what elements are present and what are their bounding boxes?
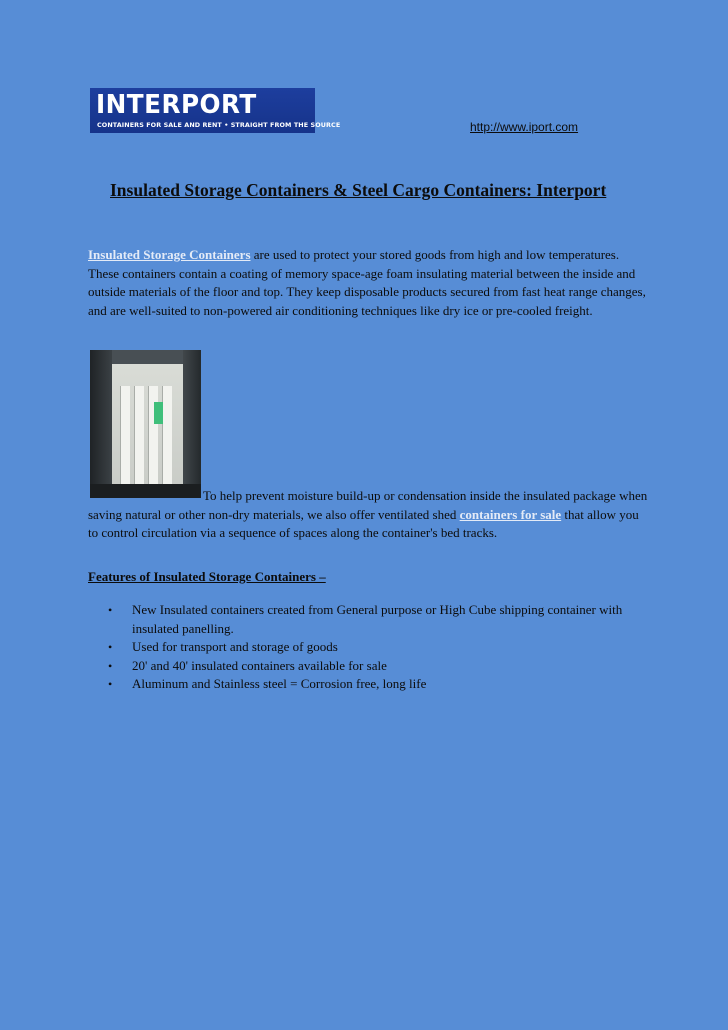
ventilated-paragraph [88,487,648,543]
photo-panel [120,386,130,498]
intro-paragraph [88,246,648,320]
features-heading: Features of Insulated Storage Containers – [88,569,326,584]
insulated-storage-containers-link[interactable]: Insulated Storage Containers [88,247,251,262]
logo-tagline: CONTAINERS FOR SALE AND RENT • STRAIGHT FROM THE SOURCE [97,121,341,129]
list-item-text: 20' and 40' insulated containers available for sale [132,657,387,673]
list-item [88,657,648,676]
features-list [88,601,648,694]
bullet-icon: • [108,658,113,673]
photo-sticker [154,402,163,424]
ventilated-text-before: To help prevent moisture build-up or condensation inside the insulated package when saving natural or other non-dry materials, we also offer ventilated shed [88,488,648,522]
bullet-icon: • [108,603,113,617]
list-item-text: New Insulated containers created from General purpose or High Cube shipping container with insulated panelling. [132,602,623,636]
photo-back-wall [112,364,183,488]
list-item [88,601,648,638]
ventilated-text-after: that allow you to control circulation via a sequence of spaces along the container's bed tracks. [88,506,639,540]
photo-panel [162,386,172,498]
photo-wall-left [90,350,112,498]
list-item-text: Aluminum and Stainless steel = Corrosion free, long life [132,676,427,691]
bullet-icon: • [108,677,113,691]
container-interior-photo [90,350,201,498]
containers-for-sale-link[interactable]: containers for sale [459,506,562,522]
logo-title: INTERPORT [96,90,257,120]
list-item [88,638,648,657]
photo-panel [134,386,144,498]
photo-wall-right [183,350,201,498]
bullet-icon: • [108,640,113,654]
document-title: Insulated Storage Containers & Steel Cargo Containers: Interport [110,180,607,200]
intro-text: are used to protect your stored goods from high and low temperatures. These containers contain a coating of memory space-age foam insulating material between the inside and outside materials of the floor and top. They keep disposable products secured from fast heat range changes, and are well-suited to non-powered air conditioning techniques like dry ice or pre-cooled freight. [88,247,646,318]
site-url-link[interactable]: http://www.iport.com [470,120,579,134]
list-item [88,675,648,694]
list-item-text: Used for transport and storage of goods [132,639,338,654]
interport-logo[interactable] [90,88,341,133]
